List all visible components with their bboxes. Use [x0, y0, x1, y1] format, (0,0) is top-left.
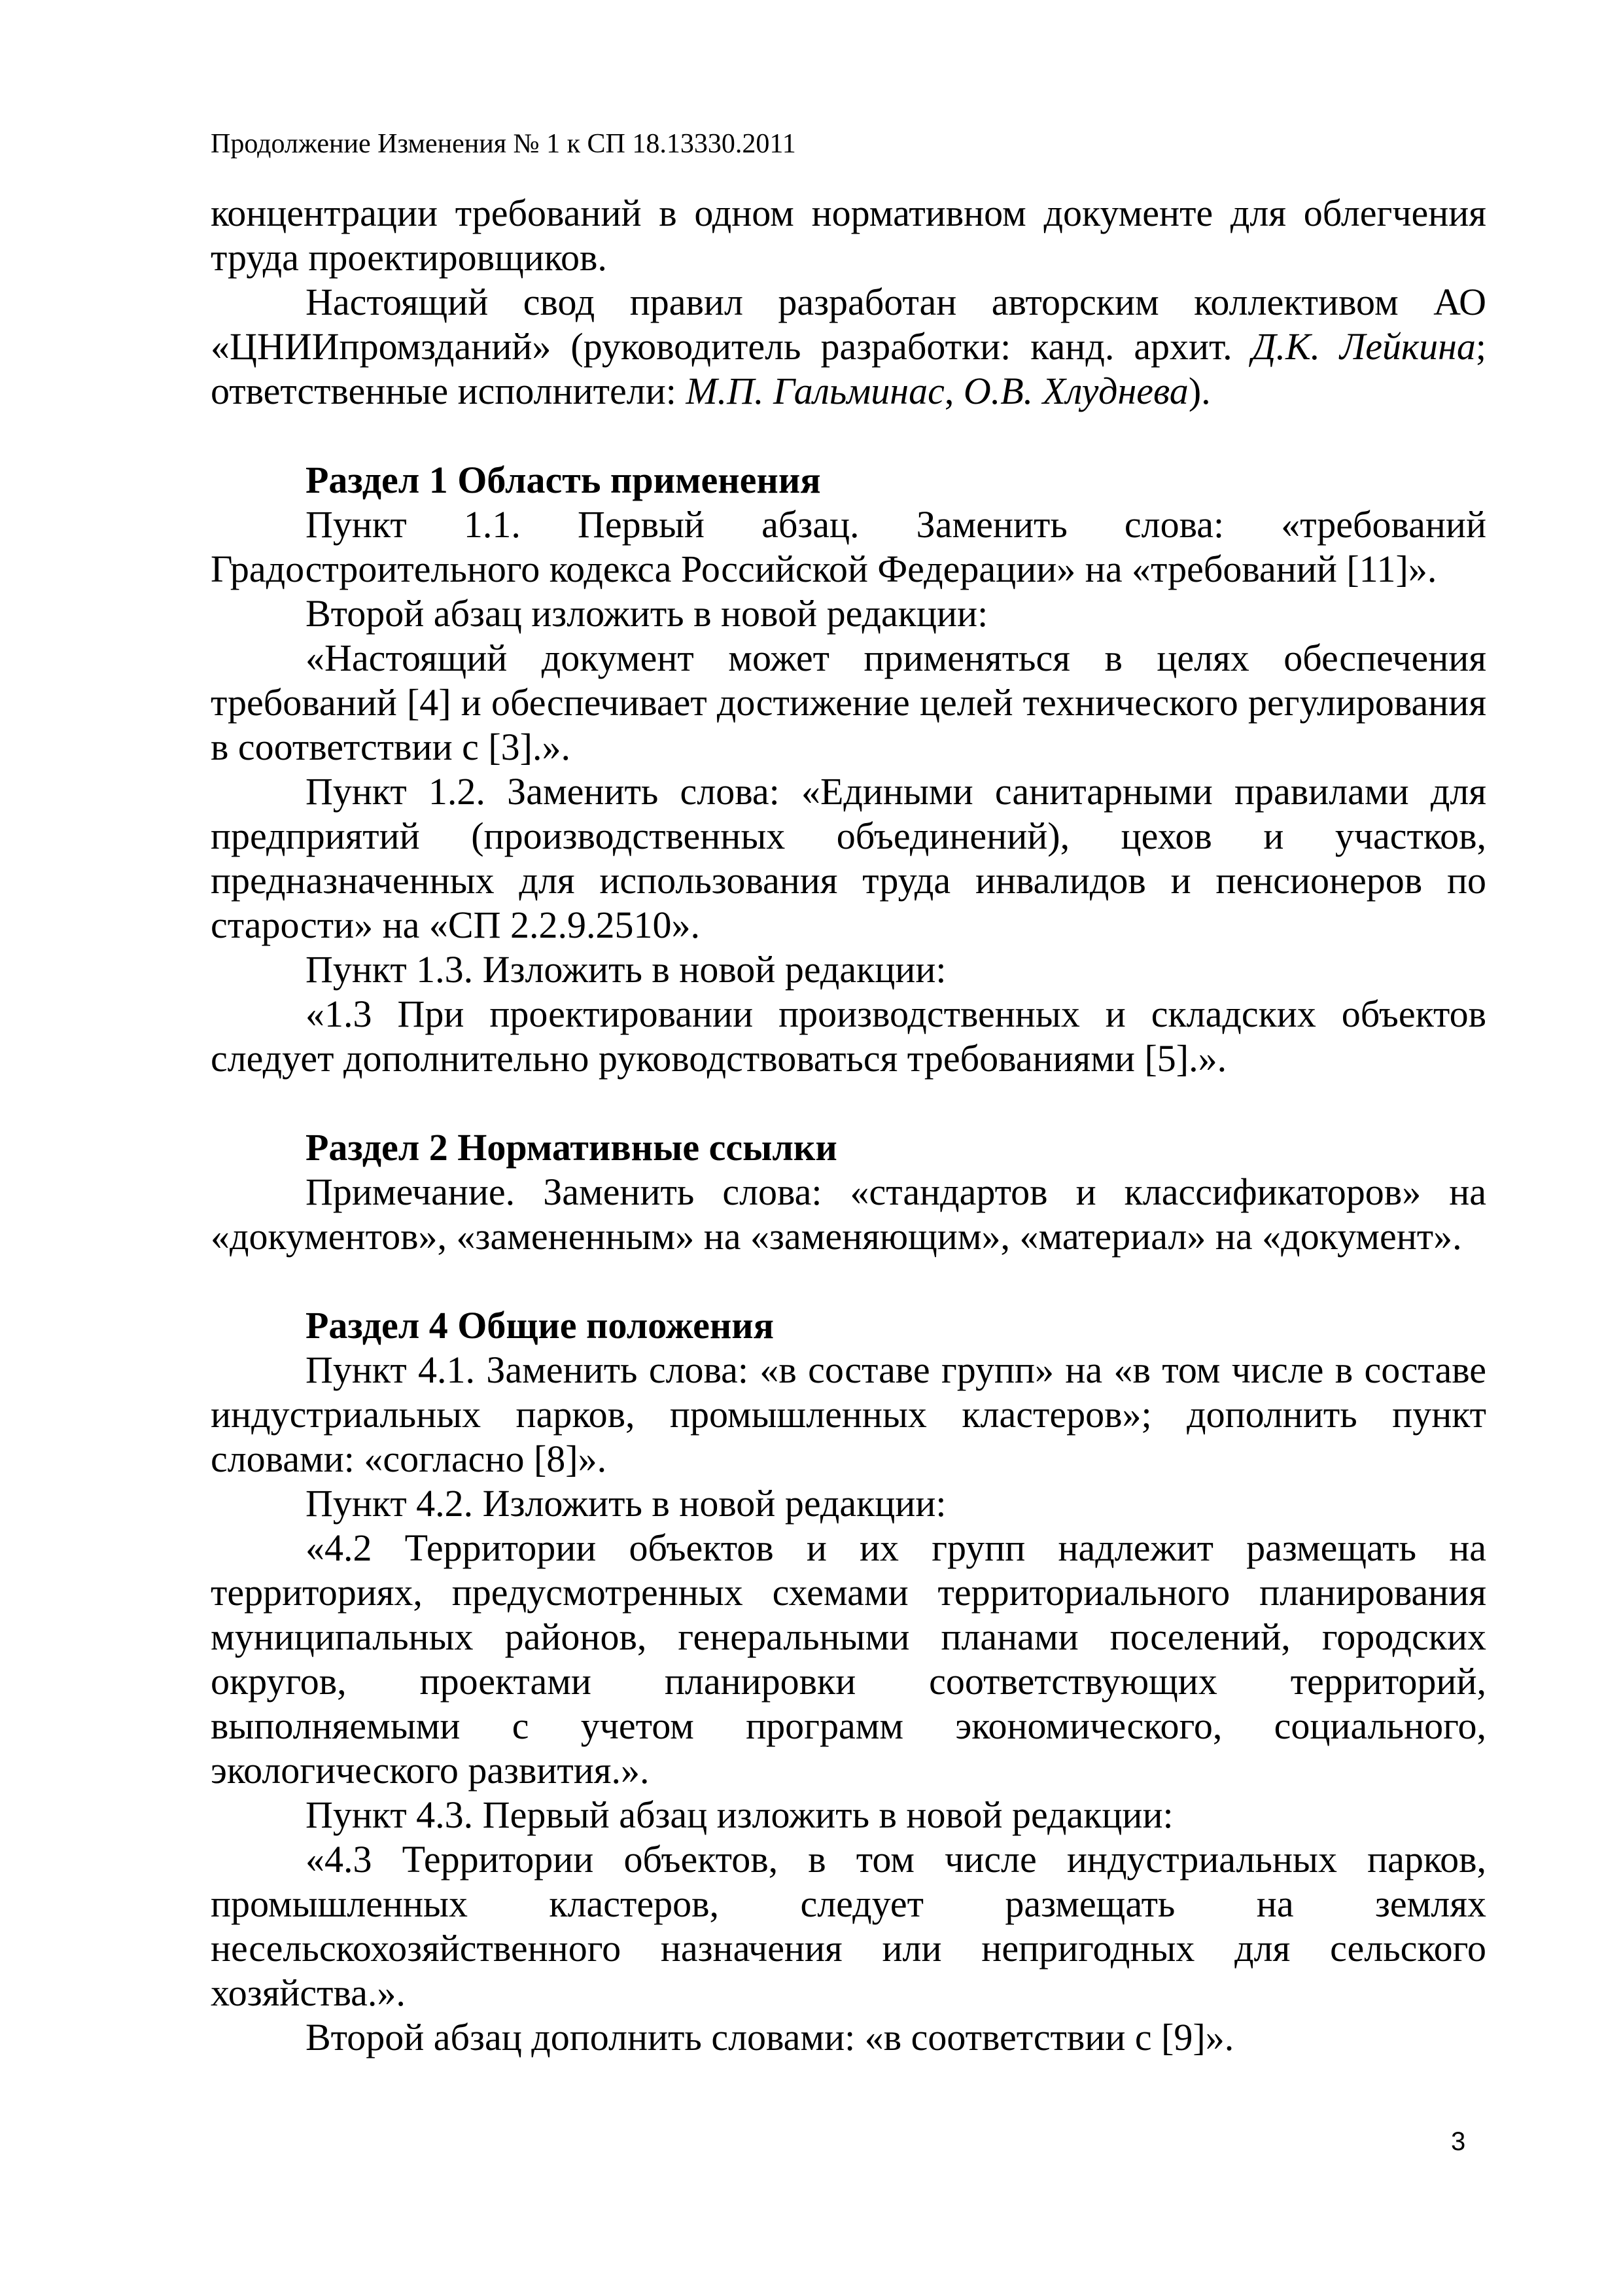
page-body [211, 191, 1486, 2060]
spacer [211, 1081, 1486, 1125]
section-1-paragraph-1: Пункт 1.1. Первый абзац. Заменить слова: «требований Градостроительного кодекса Российской Федерации» на «требований [11]». [211, 503, 1486, 590]
section-1-paragraph-6: «1.3 При проектировании производственных и складских объектов следует дополнительно руководствоваться требованиями [5].». [211, 993, 1486, 1080]
intro-paragraph-2 [211, 280, 1486, 414]
intro-text-start: Настоящий свод правил разработан авторским коллективом АО «ЦНИИпромзданий» (руководитель разработки: канд. архит. [211, 281, 1486, 368]
section-1-paragraph-3: «Настоящий документ может применяться в целях обеспечения требований [4] и обеспечивает достижение целей технического регулирования в соответствии с [3].». [211, 637, 1486, 768]
executor-name-1: М.П. Гальминас [686, 370, 945, 412]
section-4-paragraph-5: «4.3 Территории объектов, в том числе индустриальных парков, промышленных кластеров, следует размещать на землях несельскохозяйственного назначения или непригодных для сельского хозяйства.». [211, 1838, 1486, 2014]
section-4-heading: Раздел 4 Общие положения [305, 1304, 775, 1347]
development-head-name: Д.К. Лейкина [1251, 325, 1476, 368]
section-1-heading: Раздел 1 Область применения [305, 459, 821, 501]
page-number: 3 [1451, 2127, 1466, 2156]
spacer [211, 414, 1486, 458]
section-2-paragraph-1: Примечание. Заменить слова: «стандартов и классификаторов» на «документов», «замененным» на «заменяющим», «материал» на «документ». [211, 1171, 1486, 1258]
section-4-paragraph-6: Второй абзац дополнить словами: «в соответствии с [9]». [305, 2016, 1234, 2058]
section-2-heading: Раздел 2 Нормативные ссылки [305, 1126, 837, 1169]
executor-name-2: О.В. Хлуднева [963, 370, 1189, 412]
intro-paragraph-1: концентрации требований в одном нормативном документе для облегчения труда проектировщиков. [211, 192, 1486, 279]
intro-text-end: ). [1188, 370, 1211, 412]
intro-text-mid: ; ответственные исполнители: [211, 325, 1486, 412]
section-4-paragraph-1: Пункт 4.1. Заменить слова: «в составе групп» на «в том числе в составе индустриальных парков, промышленных кластеров»; дополнить пункт словами: «согласно [8]». [211, 1349, 1486, 1480]
spacer [211, 1259, 1486, 1303]
section-4-paragraph-2: Пункт 4.2. Изложить в новой редакции: [305, 1482, 947, 1525]
section-4-paragraph-3: «4.2 Территории объектов и их групп надлежит размещать на территориях, предусмотренных схемами территориального планирования муниципальных районов, генеральными планами поселений, городских округов, проектами планировки соответствующих территорий, выполняемыми с учетом программ экономического, социального, экологического развития.». [211, 1527, 1486, 1792]
section-4-paragraph-4: Пункт 4.3. Первый абзац изложить в новой редакции: [305, 1793, 1174, 1836]
section-1-paragraph-5: Пункт 1.3. Изложить в новой редакции: [305, 948, 947, 991]
section-1-paragraph-4: Пункт 1.2. Заменить слова: «Едиными санитарными правилами для предприятий (производственных объединений), цехов и участков, предназначенных для использования труда инвалидов и пенсионеров по старости» на «СП 2.2.9.2510». [211, 770, 1486, 946]
intro-separator: , [944, 370, 964, 412]
section-1-paragraph-2: Второй абзац изложить в новой редакции: [305, 592, 988, 635]
running-header: Продолжение Изменения № 1 к СП 18.13330.2011 [211, 129, 796, 159]
